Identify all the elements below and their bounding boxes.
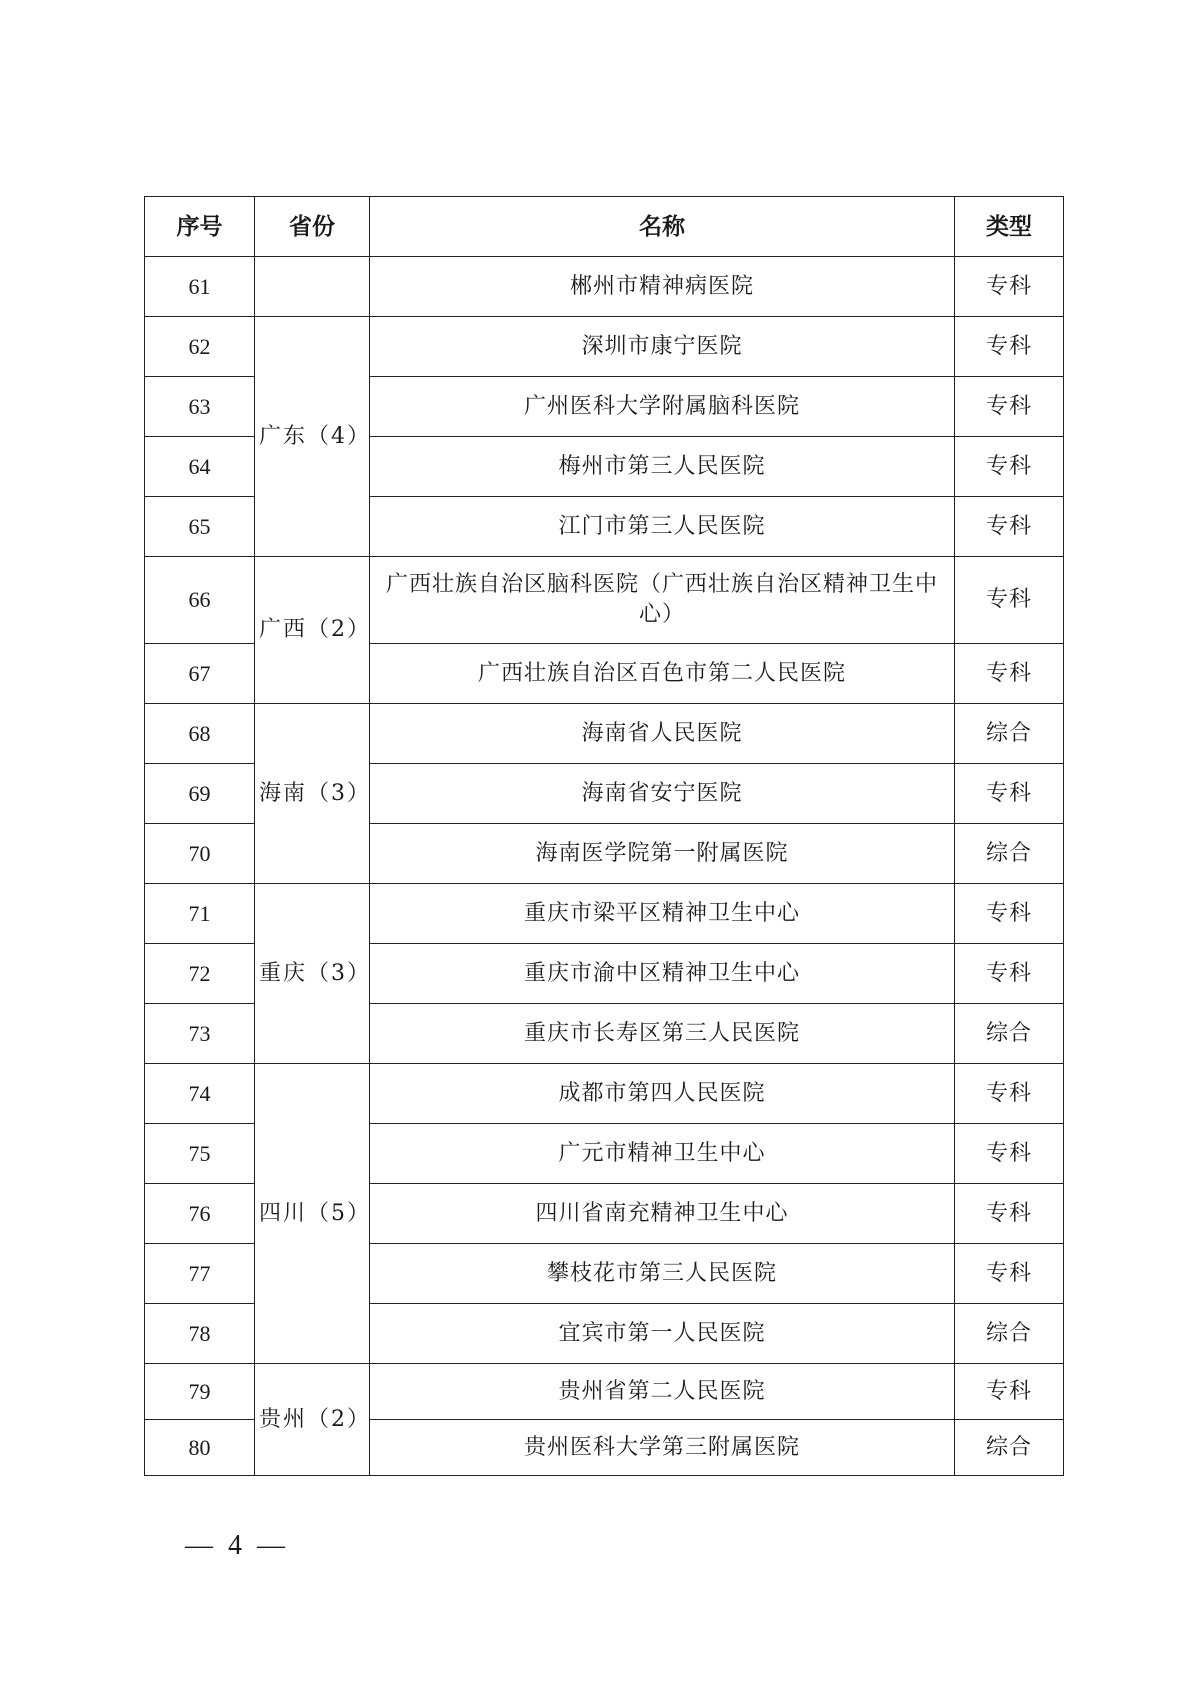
province-hainan: 海南（3）: [255, 704, 370, 884]
table-header-row: [145, 197, 1064, 257]
row-seq: 67: [145, 644, 255, 704]
row-name: 广州医科大学附属脑科医院: [370, 377, 955, 437]
row-type: 综合: [955, 824, 1064, 884]
row-seq: 78: [145, 1304, 255, 1364]
row-seq: 70: [145, 824, 255, 884]
header-name: 名称: [370, 197, 955, 257]
row-type: 专科: [955, 1124, 1064, 1184]
row-type: 专科: [955, 944, 1064, 1004]
row-seq: 75: [145, 1124, 255, 1184]
row-name: 广西壮族自治区百色市第二人民医院: [370, 644, 955, 704]
row-seq: 68: [145, 704, 255, 764]
row-seq: 79: [145, 1364, 255, 1420]
row-type: 专科: [955, 377, 1064, 437]
row-seq: 71: [145, 884, 255, 944]
row-type: 专科: [955, 644, 1064, 704]
row-name: 广西壮族自治区脑科医院（广西壮族自治区精神卫生中心）: [370, 557, 955, 644]
row-seq: 65: [145, 497, 255, 557]
table-row: [145, 704, 1064, 764]
row-seq: 74: [145, 1064, 255, 1124]
table-row: [145, 557, 1064, 644]
hospital-list-table: [144, 196, 1064, 1476]
row-seq: 76: [145, 1184, 255, 1244]
table-row: [145, 317, 1064, 377]
row-province-empty: [255, 257, 370, 317]
row-seq: 73: [145, 1004, 255, 1064]
row-type: 综合: [955, 1420, 1064, 1476]
row-name: 贵州省第二人民医院: [370, 1364, 955, 1420]
row-name: 深圳市康宁医院: [370, 317, 955, 377]
row-type: 专科: [955, 257, 1064, 317]
row-name: 梅州市第三人民医院: [370, 437, 955, 497]
row-seq: 64: [145, 437, 255, 497]
row-type: 专科: [955, 884, 1064, 944]
row-type: 专科: [955, 437, 1064, 497]
province-guangdong: 广东（4）: [255, 317, 370, 557]
row-name: 重庆市长寿区第三人民医院: [370, 1004, 955, 1064]
row-name: 重庆市渝中区精神卫生中心: [370, 944, 955, 1004]
row-name: 四川省南充精神卫生中心: [370, 1184, 955, 1244]
row-name: 海南省人民医院: [370, 704, 955, 764]
row-type: 专科: [955, 497, 1064, 557]
header-type: 类型: [955, 197, 1064, 257]
row-type: 综合: [955, 1304, 1064, 1364]
row-name: 贵州医科大学第三附属医院: [370, 1420, 955, 1476]
row-seq: 62: [145, 317, 255, 377]
row-name: 宜宾市第一人民医院: [370, 1304, 955, 1364]
row-name: 海南省安宁医院: [370, 764, 955, 824]
row-name: 海南医学院第一附属医院: [370, 824, 955, 884]
province-chongqing: 重庆（3）: [255, 884, 370, 1064]
row-seq: 63: [145, 377, 255, 437]
header-province: 省份: [255, 197, 370, 257]
row-seq: 66: [145, 557, 255, 644]
row-type: 专科: [955, 557, 1064, 644]
row-seq: 77: [145, 1244, 255, 1304]
province-sichuan: 四川（5）: [255, 1064, 370, 1364]
table-row: [145, 884, 1064, 944]
row-type: 综合: [955, 1004, 1064, 1064]
header-seq: 序号: [145, 197, 255, 257]
row-name: 广元市精神卫生中心: [370, 1124, 955, 1184]
row-type: 专科: [955, 1064, 1064, 1124]
row-type: 专科: [955, 317, 1064, 377]
row-type: 专科: [955, 764, 1064, 824]
table-row: [145, 257, 1064, 317]
row-seq: 80: [145, 1420, 255, 1476]
row-name: 郴州市精神病医院: [370, 257, 955, 317]
row-type: 专科: [955, 1184, 1064, 1244]
row-seq: 61: [145, 257, 255, 317]
row-seq: 72: [145, 944, 255, 1004]
row-seq: 69: [145, 764, 255, 824]
row-type: 综合: [955, 704, 1064, 764]
row-name: 重庆市梁平区精神卫生中心: [370, 884, 955, 944]
province-guizhou: 贵州（2）: [255, 1364, 370, 1476]
table-row: [145, 1064, 1064, 1124]
row-name: 攀枝花市第三人民医院: [370, 1244, 955, 1304]
row-name: 成都市第四人民医院: [370, 1064, 955, 1124]
table-row: [145, 1364, 1064, 1420]
row-type: 专科: [955, 1244, 1064, 1304]
page-number: — 4 —: [185, 1530, 289, 1561]
row-type: 专科: [955, 1364, 1064, 1420]
row-name: 江门市第三人民医院: [370, 497, 955, 557]
province-guangxi: 广西（2）: [255, 557, 370, 704]
